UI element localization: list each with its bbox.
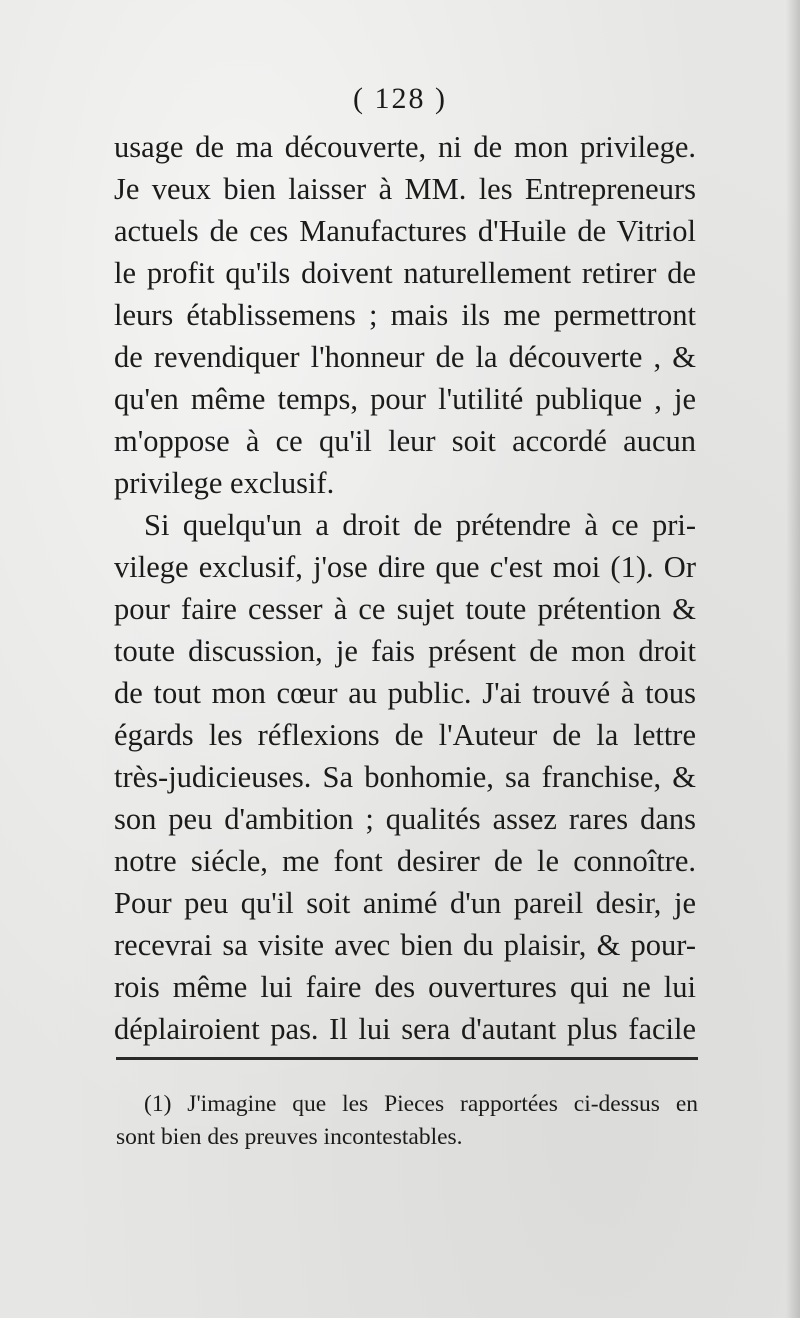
- text-line: notre siécle, me font desirer de le connoître.: [114, 844, 696, 878]
- footnote-line: sont bien des preuves incontestables.: [116, 1124, 463, 1150]
- text-line: le profit qu'ils doivent naturellement retirer de: [114, 256, 696, 290]
- text-line: leurs établissemens ; mais ils me permettront: [114, 298, 696, 332]
- text-line: m'oppose à ce qu'il leur soit accordé aucun: [114, 424, 696, 458]
- text-line: actuels de ces Manufactures d'Huile de Vitriol: [114, 214, 696, 248]
- text-line: de revendiquer l'honneur de la découverte , &: [114, 340, 696, 374]
- footnote: [116, 1088, 698, 1154]
- text-line: pour faire cesser à ce sujet toute prétention &: [114, 592, 696, 626]
- text-line: Pour peu qu'il soit animé d'un pareil desir, je: [114, 886, 696, 920]
- text-line: toute discussion, je fais présent de mon droit: [114, 634, 696, 668]
- footnote-line: (1) J'imagine que les Pieces rapportées ci-dessus en: [144, 1091, 698, 1117]
- text-line: son peu d'ambition ; qualités assez rares dans: [114, 802, 696, 836]
- text-line: très-judicieuses. Sa bonhomie, sa franchise, &: [114, 760, 696, 794]
- text-line: Si quelqu'un a droit de prétendre à ce pri-: [144, 508, 696, 542]
- page-edge-shadow: [786, 0, 800, 1318]
- footnote-rule: [116, 1057, 698, 1060]
- body-text: [114, 126, 696, 1050]
- text-line: de tout mon cœur au public. J'ai trouvé à tous: [114, 676, 696, 710]
- text-line: rois même lui faire des ouvertures qui ne lui: [114, 970, 696, 1004]
- text-line: qu'en même temps, pour l'utilité publique , je: [114, 382, 696, 416]
- text-line: privilege exclusif.: [114, 466, 335, 500]
- text-line: déplairoient pas. Il lui sera d'autant plus facile: [114, 1012, 696, 1046]
- text-line: vilege exclusif, j'ose dire que c'est moi (1). Or: [114, 550, 696, 584]
- text-line: recevrai sa visite avec bien du plaisir, & pour-: [114, 928, 696, 962]
- text-line: usage de ma découverte, ni de mon privilege.: [114, 130, 696, 164]
- page-number: ( 128 ): [353, 82, 447, 115]
- text-line: égards les réflexions de l'Auteur de la lettre: [114, 718, 696, 752]
- text-line: Je veux bien laisser à MM. les Entrepreneurs: [114, 172, 696, 206]
